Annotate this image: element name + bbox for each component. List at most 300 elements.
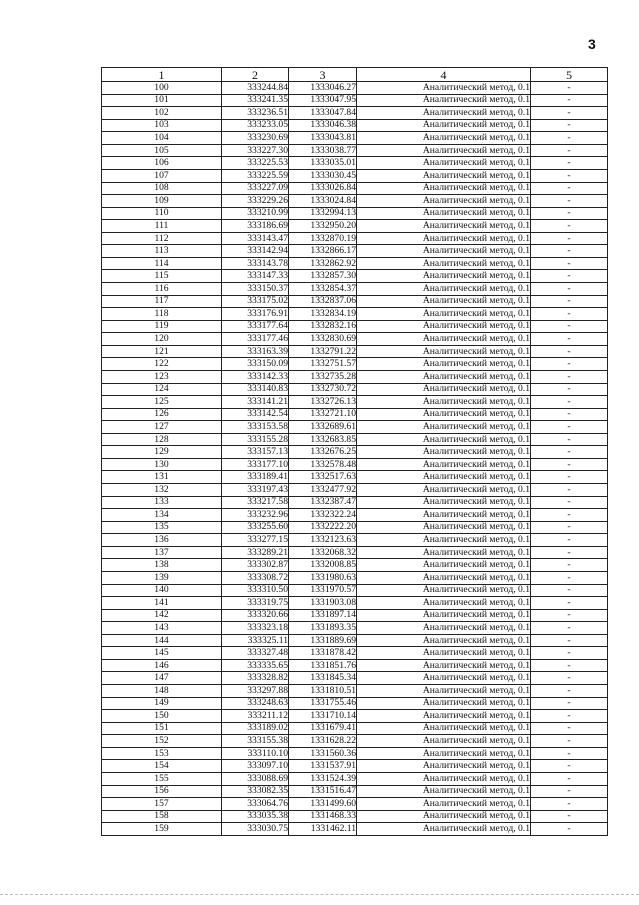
- point-number-cell: 134: [102, 509, 222, 522]
- method-accuracy-cell: Аналитический метод, 0.1: [357, 496, 531, 509]
- x-coordinate-cell: 333163.39: [222, 345, 289, 358]
- method-accuracy-cell: Аналитический метод, 0.1: [357, 308, 531, 321]
- table-row: [102, 207, 608, 220]
- table-row: [102, 308, 608, 321]
- method-accuracy-cell: Аналитический метод, 0.1: [357, 144, 531, 157]
- x-coordinate-cell: 333155.38: [222, 735, 289, 748]
- table-row: [102, 622, 608, 635]
- y-coordinate-cell: 1332832.16: [289, 320, 357, 333]
- x-coordinate-cell: 333335.65: [222, 659, 289, 672]
- y-coordinate-cell: 1331903.08: [289, 597, 357, 610]
- description-cell: -: [531, 408, 608, 421]
- table-row: [102, 182, 608, 195]
- coordinates-table: [101, 67, 608, 836]
- table-row: [102, 534, 608, 547]
- x-coordinate-cell: 333088.69: [222, 772, 289, 785]
- table-row: [102, 747, 608, 760]
- y-coordinate-cell: 1331893.35: [289, 622, 357, 635]
- x-coordinate-cell: 333328.82: [222, 672, 289, 685]
- header-col-1: 1: [102, 68, 222, 82]
- method-accuracy-cell: Аналитический метод, 0.1: [357, 396, 531, 409]
- method-accuracy-cell: Аналитический метод, 0.1: [357, 785, 531, 798]
- y-coordinate-cell: 1332578.48: [289, 458, 357, 471]
- x-coordinate-cell: 333142.94: [222, 245, 289, 258]
- x-coordinate-cell: 333035.38: [222, 810, 289, 823]
- point-number-cell: 108: [102, 182, 222, 195]
- y-coordinate-cell: 1333035.01: [289, 157, 357, 170]
- x-coordinate-cell: 333157.13: [222, 446, 289, 459]
- y-coordinate-cell: 1333026.84: [289, 182, 357, 195]
- point-number-cell: 103: [102, 119, 222, 132]
- y-coordinate-cell: 1331462.11: [289, 823, 357, 836]
- method-accuracy-cell: Аналитический метод, 0.1: [357, 132, 531, 145]
- description-cell: -: [531, 823, 608, 836]
- point-number-cell: 126: [102, 408, 222, 421]
- y-coordinate-cell: 1332862.92: [289, 257, 357, 270]
- table-row: [102, 320, 608, 333]
- y-coordinate-cell: 1331679.41: [289, 722, 357, 735]
- y-coordinate-cell: 1332477.92: [289, 484, 357, 497]
- table-row: [102, 697, 608, 710]
- x-coordinate-cell: 333233.05: [222, 119, 289, 132]
- y-coordinate-cell: 1331516.47: [289, 785, 357, 798]
- description-cell: -: [531, 94, 608, 107]
- point-number-cell: 127: [102, 421, 222, 434]
- method-accuracy-cell: Аналитический метод, 0.1: [357, 358, 531, 371]
- y-coordinate-cell: 1331537.91: [289, 760, 357, 773]
- table-row: [102, 119, 608, 132]
- point-number-cell: 156: [102, 785, 222, 798]
- description-cell: -: [531, 659, 608, 672]
- x-coordinate-cell: 333150.09: [222, 358, 289, 371]
- description-cell: -: [531, 270, 608, 283]
- table-row: [102, 358, 608, 371]
- x-coordinate-cell: 333211.12: [222, 710, 289, 723]
- description-cell: -: [531, 157, 608, 170]
- y-coordinate-cell: 1331970.57: [289, 584, 357, 597]
- table-row: [102, 584, 608, 597]
- point-number-cell: 140: [102, 584, 222, 597]
- description-cell: -: [531, 195, 608, 208]
- x-coordinate-cell: 333155.28: [222, 433, 289, 446]
- point-number-cell: 141: [102, 597, 222, 610]
- table-row: [102, 220, 608, 233]
- y-coordinate-cell: 1333038.77: [289, 144, 357, 157]
- description-cell: -: [531, 722, 608, 735]
- x-coordinate-cell: 333320.66: [222, 609, 289, 622]
- method-accuracy-cell: Аналитический метод, 0.1: [357, 94, 531, 107]
- x-coordinate-cell: 333189.02: [222, 722, 289, 735]
- x-coordinate-cell: 333225.53: [222, 157, 289, 170]
- table-row: [102, 685, 608, 698]
- table-row: [102, 760, 608, 773]
- method-accuracy-cell: Аналитический метод, 0.1: [357, 509, 531, 522]
- method-accuracy-cell: Аналитический метод, 0.1: [357, 659, 531, 672]
- method-accuracy-cell: Аналитический метод, 0.1: [357, 710, 531, 723]
- point-number-cell: 130: [102, 458, 222, 471]
- table-row: [102, 169, 608, 182]
- x-coordinate-cell: 333241.35: [222, 94, 289, 107]
- point-number-cell: 129: [102, 446, 222, 459]
- description-cell: -: [531, 345, 608, 358]
- method-accuracy-cell: Аналитический метод, 0.1: [357, 622, 531, 635]
- description-cell: -: [531, 396, 608, 409]
- description-cell: -: [531, 546, 608, 559]
- description-cell: -: [531, 169, 608, 182]
- description-cell: -: [531, 584, 608, 597]
- x-coordinate-cell: 333230.69: [222, 132, 289, 145]
- description-cell: -: [531, 132, 608, 145]
- description-cell: -: [531, 283, 608, 296]
- description-cell: -: [531, 647, 608, 660]
- x-coordinate-cell: 333189.41: [222, 471, 289, 484]
- point-number-cell: 154: [102, 760, 222, 773]
- method-accuracy-cell: Аналитический метод, 0.1: [357, 546, 531, 559]
- x-coordinate-cell: 333140.83: [222, 383, 289, 396]
- y-coordinate-cell: 1332830.69: [289, 333, 357, 346]
- point-number-cell: 119: [102, 320, 222, 333]
- x-coordinate-cell: 333177.10: [222, 458, 289, 471]
- point-number-cell: 106: [102, 157, 222, 170]
- y-coordinate-cell: 1332730.72: [289, 383, 357, 396]
- method-accuracy-cell: Аналитический метод, 0.1: [357, 484, 531, 497]
- table-row: [102, 421, 608, 434]
- x-coordinate-cell: 333248.63: [222, 697, 289, 710]
- point-number-cell: 155: [102, 772, 222, 785]
- method-accuracy-cell: Аналитический метод, 0.1: [357, 634, 531, 647]
- x-coordinate-cell: 333327.48: [222, 647, 289, 660]
- table-row: [102, 270, 608, 283]
- x-coordinate-cell: 333097.10: [222, 760, 289, 773]
- x-coordinate-cell: 333142.33: [222, 370, 289, 383]
- y-coordinate-cell: 1332751.57: [289, 358, 357, 371]
- method-accuracy-cell: Аналитический метод, 0.1: [357, 220, 531, 233]
- y-coordinate-cell: 1333046.27: [289, 82, 357, 95]
- method-accuracy-cell: Аналитический метод, 0.1: [357, 119, 531, 132]
- description-cell: -: [531, 747, 608, 760]
- y-coordinate-cell: 1332322.24: [289, 509, 357, 522]
- x-coordinate-cell: 333142.54: [222, 408, 289, 421]
- table-row: [102, 471, 608, 484]
- y-coordinate-cell: 1332676.25: [289, 446, 357, 459]
- x-coordinate-cell: 333302.87: [222, 559, 289, 572]
- y-coordinate-cell: 1332726.13: [289, 396, 357, 409]
- description-cell: -: [531, 509, 608, 522]
- method-accuracy-cell: Аналитический метод, 0.1: [357, 157, 531, 170]
- y-coordinate-cell: 1331878.42: [289, 647, 357, 660]
- y-coordinate-cell: 1331524.39: [289, 772, 357, 785]
- x-coordinate-cell: 333310.50: [222, 584, 289, 597]
- y-coordinate-cell: 1331980.63: [289, 571, 357, 584]
- method-accuracy-cell: Аналитический метод, 0.1: [357, 345, 531, 358]
- y-coordinate-cell: 1332683.85: [289, 433, 357, 446]
- point-number-cell: 115: [102, 270, 222, 283]
- x-coordinate-cell: 333232.96: [222, 509, 289, 522]
- x-coordinate-cell: 333210.99: [222, 207, 289, 220]
- x-coordinate-cell: 333255.60: [222, 521, 289, 534]
- point-number-cell: 147: [102, 672, 222, 685]
- scan-edge-line: [0, 894, 639, 895]
- method-accuracy-cell: Аналитический метод, 0.1: [357, 760, 531, 773]
- description-cell: -: [531, 735, 608, 748]
- y-coordinate-cell: 1333043.81: [289, 132, 357, 145]
- method-accuracy-cell: Аналитический метод, 0.1: [357, 433, 531, 446]
- description-cell: -: [531, 609, 608, 622]
- table-row: [102, 458, 608, 471]
- point-number-cell: 150: [102, 710, 222, 723]
- point-number-cell: 121: [102, 345, 222, 358]
- x-coordinate-cell: 333308.72: [222, 571, 289, 584]
- y-coordinate-cell: 1331897.14: [289, 609, 357, 622]
- method-accuracy-cell: Аналитический метод, 0.1: [357, 722, 531, 735]
- y-coordinate-cell: 1333047.95: [289, 94, 357, 107]
- table-row: [102, 396, 608, 409]
- y-coordinate-cell: 1332735.28: [289, 370, 357, 383]
- y-coordinate-cell: 1332222.20: [289, 521, 357, 534]
- y-coordinate-cell: 1331851.76: [289, 659, 357, 672]
- description-cell: -: [531, 433, 608, 446]
- point-number-cell: 152: [102, 735, 222, 748]
- description-cell: -: [531, 622, 608, 635]
- point-number-cell: 135: [102, 521, 222, 534]
- point-number-cell: 123: [102, 370, 222, 383]
- y-coordinate-cell: 1333047.84: [289, 107, 357, 120]
- x-coordinate-cell: 333177.64: [222, 320, 289, 333]
- table-body: [102, 82, 608, 836]
- description-cell: -: [531, 521, 608, 534]
- y-coordinate-cell: 1332837.06: [289, 295, 357, 308]
- point-number-cell: 113: [102, 245, 222, 258]
- table-row: [102, 157, 608, 170]
- method-accuracy-cell: Аналитический метод, 0.1: [357, 735, 531, 748]
- table-row: [102, 144, 608, 157]
- point-number-cell: 122: [102, 358, 222, 371]
- description-cell: -: [531, 697, 608, 710]
- y-coordinate-cell: 1332866.17: [289, 245, 357, 258]
- table-row: [102, 496, 608, 509]
- y-coordinate-cell: 1331710.14: [289, 710, 357, 723]
- method-accuracy-cell: Аналитический метод, 0.1: [357, 408, 531, 421]
- point-number-cell: 158: [102, 810, 222, 823]
- x-coordinate-cell: 333297.88: [222, 685, 289, 698]
- point-number-cell: 128: [102, 433, 222, 446]
- description-cell: -: [531, 370, 608, 383]
- description-cell: -: [531, 772, 608, 785]
- description-cell: -: [531, 308, 608, 321]
- point-number-cell: 105: [102, 144, 222, 157]
- description-cell: -: [531, 471, 608, 484]
- x-coordinate-cell: 333176.91: [222, 308, 289, 321]
- description-cell: -: [531, 446, 608, 459]
- description-cell: -: [531, 107, 608, 120]
- table-row: [102, 597, 608, 610]
- table-row: [102, 672, 608, 685]
- method-accuracy-cell: Аналитический метод, 0.1: [357, 82, 531, 95]
- description-cell: -: [531, 496, 608, 509]
- table-row: [102, 798, 608, 811]
- point-number-cell: 125: [102, 396, 222, 409]
- point-number-cell: 124: [102, 383, 222, 396]
- description-cell: -: [531, 597, 608, 610]
- x-coordinate-cell: 333143.47: [222, 232, 289, 245]
- method-accuracy-cell: Аналитический метод, 0.1: [357, 534, 531, 547]
- point-number-cell: 117: [102, 295, 222, 308]
- table-row: [102, 710, 608, 723]
- description-cell: -: [531, 333, 608, 346]
- table-row: [102, 370, 608, 383]
- y-coordinate-cell: 1332123.63: [289, 534, 357, 547]
- table-row: [102, 345, 608, 358]
- method-accuracy-cell: Аналитический метод, 0.1: [357, 283, 531, 296]
- table-row: [102, 546, 608, 559]
- y-coordinate-cell: 1331560.36: [289, 747, 357, 760]
- table-row: [102, 521, 608, 534]
- method-accuracy-cell: Аналитический метод, 0.1: [357, 584, 531, 597]
- point-number-cell: 148: [102, 685, 222, 698]
- method-accuracy-cell: Аналитический метод, 0.1: [357, 370, 531, 383]
- description-cell: -: [531, 358, 608, 371]
- x-coordinate-cell: 333153.58: [222, 421, 289, 434]
- description-cell: -: [531, 295, 608, 308]
- method-accuracy-cell: Аналитический метод, 0.1: [357, 446, 531, 459]
- description-cell: -: [531, 685, 608, 698]
- table-row: [102, 735, 608, 748]
- description-cell: -: [531, 119, 608, 132]
- method-accuracy-cell: Аналитический метод, 0.1: [357, 270, 531, 283]
- table-row: [102, 383, 608, 396]
- table-row: [102, 559, 608, 572]
- description-cell: -: [531, 534, 608, 547]
- y-coordinate-cell: 1332517.63: [289, 471, 357, 484]
- method-accuracy-cell: Аналитический метод, 0.1: [357, 471, 531, 484]
- method-accuracy-cell: Аналитический метод, 0.1: [357, 798, 531, 811]
- method-accuracy-cell: Аналитический метод, 0.1: [357, 333, 531, 346]
- method-accuracy-cell: Аналитический метод, 0.1: [357, 257, 531, 270]
- x-coordinate-cell: 333110.10: [222, 747, 289, 760]
- method-accuracy-cell: Аналитический метод, 0.1: [357, 521, 531, 534]
- table-row: [102, 571, 608, 584]
- table-header-row: [102, 68, 608, 82]
- y-coordinate-cell: 1331810.51: [289, 685, 357, 698]
- description-cell: -: [531, 785, 608, 798]
- x-coordinate-cell: 333197.43: [222, 484, 289, 497]
- point-number-cell: 100: [102, 82, 222, 95]
- table-row: [102, 132, 608, 145]
- method-accuracy-cell: Аналитический метод, 0.1: [357, 597, 531, 610]
- x-coordinate-cell: 333147.33: [222, 270, 289, 283]
- header-col-2: 2: [222, 68, 289, 82]
- method-accuracy-cell: Аналитический метод, 0.1: [357, 609, 531, 622]
- table-row: [102, 283, 608, 296]
- point-number-cell: 101: [102, 94, 222, 107]
- y-coordinate-cell: 1331889.69: [289, 634, 357, 647]
- x-coordinate-cell: 333186.69: [222, 220, 289, 233]
- method-accuracy-cell: Аналитический метод, 0.1: [357, 295, 531, 308]
- page-number: 3: [588, 36, 596, 52]
- method-accuracy-cell: Аналитический метод, 0.1: [357, 559, 531, 572]
- y-coordinate-cell: 1332721.10: [289, 408, 357, 421]
- x-coordinate-cell: 333150.37: [222, 283, 289, 296]
- description-cell: -: [531, 232, 608, 245]
- x-coordinate-cell: 333236.51: [222, 107, 289, 120]
- point-number-cell: 136: [102, 534, 222, 547]
- table-row: [102, 823, 608, 836]
- point-number-cell: 146: [102, 659, 222, 672]
- description-cell: -: [531, 220, 608, 233]
- x-coordinate-cell: 333225.59: [222, 169, 289, 182]
- y-coordinate-cell: 1332994.13: [289, 207, 357, 220]
- y-coordinate-cell: 1333030.45: [289, 169, 357, 182]
- point-number-cell: 138: [102, 559, 222, 572]
- y-coordinate-cell: 1331845.34: [289, 672, 357, 685]
- method-accuracy-cell: Аналитический метод, 0.1: [357, 383, 531, 396]
- x-coordinate-cell: 333030.75: [222, 823, 289, 836]
- description-cell: -: [531, 484, 608, 497]
- y-coordinate-cell: 1331499.60: [289, 798, 357, 811]
- description-cell: -: [531, 798, 608, 811]
- point-number-cell: 111: [102, 220, 222, 233]
- x-coordinate-cell: 333277.15: [222, 534, 289, 547]
- table-row: [102, 107, 608, 120]
- x-coordinate-cell: 333143.78: [222, 257, 289, 270]
- description-cell: -: [531, 634, 608, 647]
- x-coordinate-cell: 333289.21: [222, 546, 289, 559]
- y-coordinate-cell: 1333046.38: [289, 119, 357, 132]
- table-row: [102, 810, 608, 823]
- description-cell: -: [531, 810, 608, 823]
- method-accuracy-cell: Аналитический метод, 0.1: [357, 320, 531, 333]
- method-accuracy-cell: Аналитический метод, 0.1: [357, 672, 531, 685]
- method-accuracy-cell: Аналитический метод, 0.1: [357, 747, 531, 760]
- method-accuracy-cell: Аналитический метод, 0.1: [357, 232, 531, 245]
- x-coordinate-cell: 333177.46: [222, 333, 289, 346]
- y-coordinate-cell: 1332791.22: [289, 345, 357, 358]
- method-accuracy-cell: Аналитический метод, 0.1: [357, 195, 531, 208]
- y-coordinate-cell: 1332068.32: [289, 546, 357, 559]
- method-accuracy-cell: Аналитический метод, 0.1: [357, 182, 531, 195]
- y-coordinate-cell: 1332689.61: [289, 421, 357, 434]
- point-number-cell: 116: [102, 283, 222, 296]
- point-number-cell: 144: [102, 634, 222, 647]
- header-col-5: 5: [531, 68, 608, 82]
- x-coordinate-cell: 333082.35: [222, 785, 289, 798]
- point-number-cell: 131: [102, 471, 222, 484]
- point-number-cell: 120: [102, 333, 222, 346]
- method-accuracy-cell: Аналитический метод, 0.1: [357, 107, 531, 120]
- table-row: [102, 609, 608, 622]
- description-cell: -: [531, 245, 608, 258]
- table-row: [102, 257, 608, 270]
- y-coordinate-cell: 1332870.19: [289, 232, 357, 245]
- table-row: [102, 509, 608, 522]
- y-coordinate-cell: 1332950.20: [289, 220, 357, 233]
- table-row: [102, 245, 608, 258]
- point-number-cell: 151: [102, 722, 222, 735]
- table-row: [102, 94, 608, 107]
- table-row: [102, 82, 608, 95]
- description-cell: -: [531, 458, 608, 471]
- table-row: [102, 647, 608, 660]
- y-coordinate-cell: 1332854.37: [289, 283, 357, 296]
- x-coordinate-cell: 333244.84: [222, 82, 289, 95]
- table-row: [102, 722, 608, 735]
- y-coordinate-cell: 1332834.19: [289, 308, 357, 321]
- table-row: [102, 772, 608, 785]
- description-cell: -: [531, 182, 608, 195]
- point-number-cell: 132: [102, 484, 222, 497]
- header-col-4: 4: [357, 68, 531, 82]
- method-accuracy-cell: Аналитический метод, 0.1: [357, 810, 531, 823]
